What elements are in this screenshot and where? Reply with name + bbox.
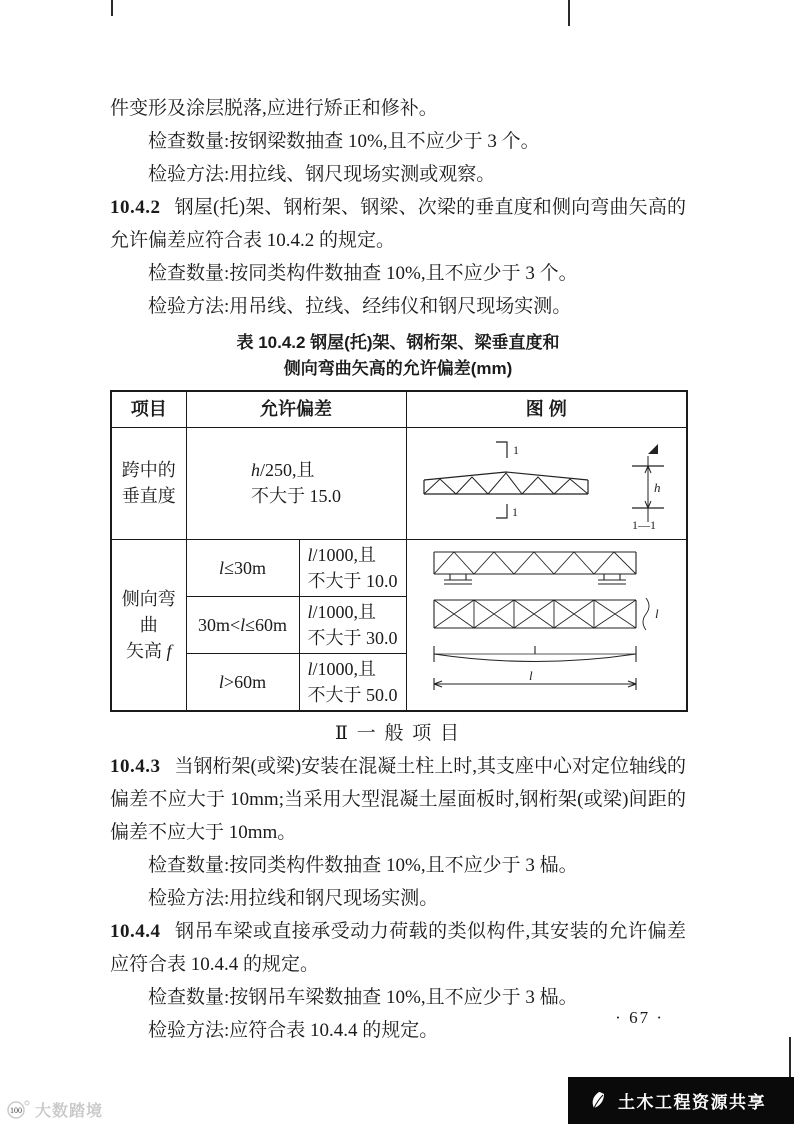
clause-10-4-4 [110, 915, 686, 981]
scan-edge-mark [789, 1037, 791, 1078]
watermark [6, 1097, 103, 1121]
figure-height-label: h [654, 479, 661, 495]
crop-mark-top-left [111, 0, 113, 16]
deviation-formula: /250,且 [260, 460, 315, 480]
crop-mark-top-right [568, 0, 570, 26]
paragraph-check-quantity-2: 检查数量:按同类构件数抽查 10%,且不应少于 3 个。 [148, 263, 578, 284]
leaf-logo-icon [588, 1090, 610, 1112]
clause-10-4-2 [110, 191, 686, 257]
table-title-line1: 表 10.4.2 钢屋(托)架、钢桁架、梁垂直度和 [236, 333, 560, 352]
watermark-logo-icon [6, 1097, 32, 1121]
page-body [110, 92, 686, 1047]
clause-number: 10.4.4 [110, 920, 161, 942]
paragraph-check-method-2: 检验方法:用吊线、拉线、经纬仪和钢尺现场实测。 [148, 296, 572, 317]
paragraph-check-quantity-1: 检查数量:按钢梁数抽查 10%,且不应少于 3 个。 [148, 131, 540, 152]
cell-item-lateral-bend [111, 539, 186, 711]
paragraph-check-method-1: 检验方法:用拉线、钢尺现场实测或观察。 [148, 164, 496, 185]
paragraph-check-quantity-4: 检查数量:按钢吊车梁数抽查 10%,且不应少于 3 榀。 [148, 986, 578, 1008]
paragraph-check-quantity-3: 检查数量:按同类构件数抽查 10%,且不应少于 3 榀。 [148, 854, 578, 876]
watermark-text: 大数踏境 [35, 1102, 104, 1120]
deviation-variable: h [251, 460, 260, 480]
clause-text: 当钢桁架(或梁)安装在混凝土柱上时,其支座中心对定位轴线的偏差不应大于 10mm;当采用大型混凝土屋面板时,钢桁架(或梁)间距的偏差不应大于 10mm。 [110, 755, 686, 843]
cell-deviation-verticality [186, 427, 406, 539]
footer-brand-bar [568, 1077, 794, 1124]
cell-condition-2: 30m<l≤60m [186, 596, 299, 653]
column-header-item: 项目 [111, 391, 186, 427]
brand-text: 土木工程资源共享 [618, 1093, 766, 1112]
cell-item-verticality [111, 427, 186, 539]
cell-deviation-3: l/1000,且 不大于 50.0 [299, 653, 406, 711]
cell-figure-verticality [406, 427, 687, 539]
lateral-bend-figure [410, 542, 682, 700]
deviation-table [110, 390, 688, 712]
item-line2: 矢高 f [125, 640, 172, 661]
item-line1: 跨中的 [121, 460, 176, 480]
item-line1: 侧向弯曲 [121, 588, 176, 635]
clause-text: 钢吊车梁或直接承受动力荷载的类似构件,其安装的允许偏差应符合表 10.4.4 的规定。 [110, 920, 686, 975]
figure-section-label: 1—1 [632, 517, 657, 530]
svg-text:100: 100 [10, 1106, 22, 1115]
paragraph-continuation: 件变形及涂层脱落,应进行矫正和修补。 [110, 98, 438, 119]
truss-elevation-figure [410, 430, 682, 530]
paragraph-check-method-4: 检验方法:应符合表 10.4.4 的规定。 [148, 1019, 439, 1041]
paragraph-check-method-3: 检验方法:用拉线和钢尺现场实测。 [148, 887, 439, 909]
table-title-line2: 侧向弯曲矢高的允许偏差(mm) [283, 359, 513, 378]
clause-10-4-3 [110, 750, 686, 849]
column-header-deviation: 允许偏差 [186, 391, 406, 427]
clause-number: 10.4.3 [110, 755, 161, 777]
column-header-figure: 图 例 [406, 391, 687, 427]
cell-figure-lateral-bend [406, 539, 687, 711]
cell-condition-1: l≤30m [186, 539, 299, 596]
figure-cut-label-top: 1 [513, 442, 520, 457]
clause-number: 10.4.2 [110, 197, 161, 218]
clause-text: 钢屋(托)架、钢桁架、钢梁、次梁的垂直度和侧向弯曲矢高的允许偏差应符合表 10.4.2 的规定。 [110, 197, 686, 251]
cell-deviation-2: l/1000,且 不大于 30.0 [299, 596, 406, 653]
figure-span-label-mid: l [655, 606, 659, 621]
figure-cut-label-bottom: 1 [512, 504, 519, 519]
figure-span-label-bottom: l [529, 668, 533, 683]
section-heading-general-items: Ⅱ 一 般 项 目 [335, 722, 461, 744]
cell-deviation-1: l/1000,且 不大于 10.0 [299, 539, 406, 596]
deviation-limit: 不大于 15.0 [251, 486, 341, 506]
cell-condition-3: l>60m [186, 653, 299, 711]
item-line2: 垂直度 [121, 486, 176, 506]
page-number: · 67 · [615, 1008, 664, 1027]
